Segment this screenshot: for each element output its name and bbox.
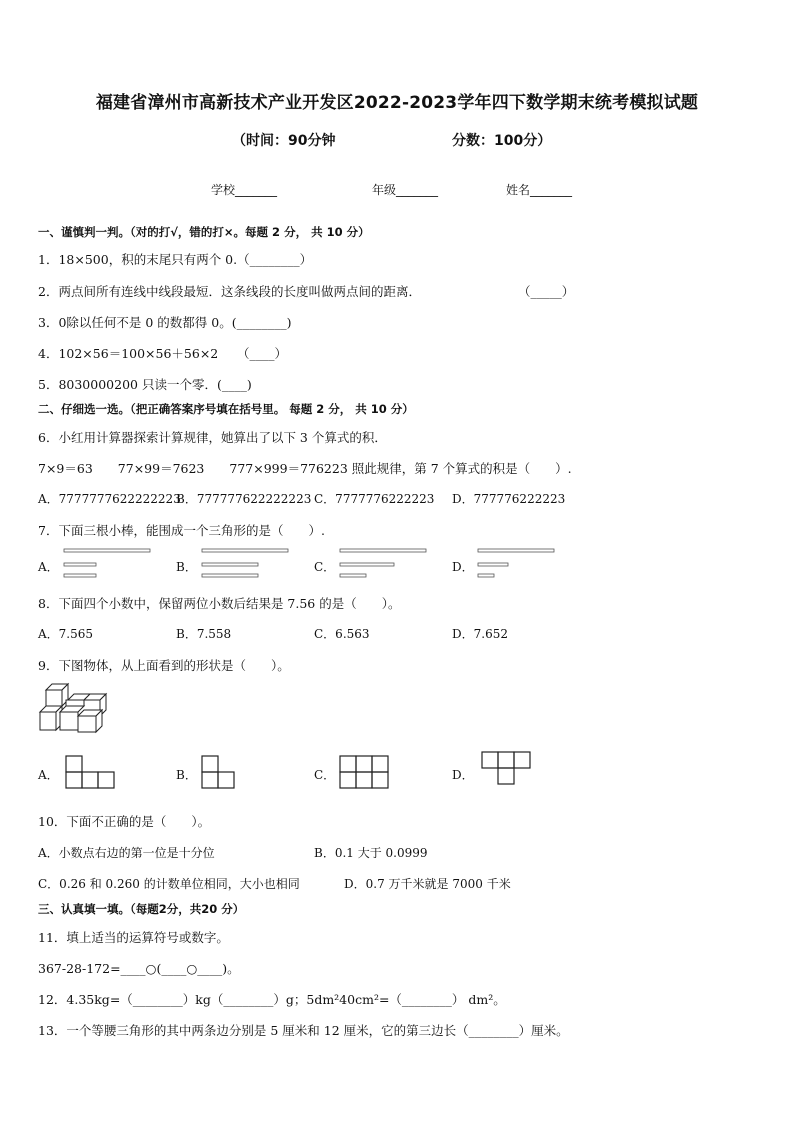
q6-option-c: C．7777776222223 — [314, 492, 435, 506]
exam-time: （时间：90分钟 — [232, 133, 336, 149]
q6-option-d: D．777776222223 — [452, 492, 566, 506]
q7-option-d: D． — [452, 560, 474, 574]
q10-option-c: C．0.26 和 0.260 的计数单位相同，大小也相同 — [38, 877, 300, 891]
section-2-heading: 二、仔细选一选。（把正确答案序号填在括号里。 每题 2 分， 共 10 分） — [38, 402, 414, 416]
question-11-expression: 367-28-172=____○(____○____)。 — [38, 961, 240, 976]
q8-option-c: C．6.563 — [314, 627, 370, 641]
question-6-pattern: 7×9＝63 77×99＝7623 777×999＝776223 照此规律，第 7 个算式的积是（ ）. — [38, 461, 572, 476]
question-2-blank: （_____） — [518, 284, 575, 299]
question-7: 7．下面三根小棒，能围成一个三角形的是（ ）. — [38, 523, 325, 538]
question-1: 1．18×500，积的末尾只有两个 0.（________） — [38, 252, 313, 267]
question-9: 9．下图物体，从上面看到的形状是（ ）。 — [38, 658, 290, 673]
q8-option-a: A．7.565 — [38, 627, 94, 641]
q10-option-d: D．0.7 万千米就是 7000 千米 — [344, 877, 511, 891]
q9-option-c: C． — [314, 768, 336, 782]
q6-option-a: A．7777777622222223 — [38, 492, 181, 506]
section-3-heading: 三、认真填一填。（每题2分，共20 分） — [38, 902, 245, 916]
question-3: 3．0除以任何不是 0 的数都得 0。(________) — [38, 315, 292, 330]
question-8: 8．下面四个小数中，保留两位小数后结果是 7.56 的是（ ）。 — [38, 596, 401, 611]
q9-option-a: A． — [38, 768, 59, 782]
q7-option-c: C． — [314, 560, 336, 574]
name-field: 姓名_______ — [506, 183, 573, 197]
q9-shape-b — [202, 756, 234, 788]
grade-field: 年级_______ — [372, 183, 439, 197]
q8-option-d: D．7.652 — [452, 627, 508, 641]
page-title: 福建省漳州市高新技术产业开发区2022-2023学年四下数学期末统考模拟试题 — [95, 93, 699, 113]
question-5: 5．8030000200 只读一个零．(____) — [38, 377, 252, 392]
question-10: 10．下面不正确的是（ ）。 — [38, 814, 211, 829]
q9-shape-a — [66, 756, 114, 788]
q9-option-d: D． — [452, 768, 474, 782]
q7-option-b: B． — [176, 560, 197, 574]
exam-score: 分数：100分） — [452, 133, 552, 149]
question-4: 4．102×56＝100×56＋56×2 （____） — [38, 346, 288, 361]
question-11: 11．填上适当的运算符号或数字。 — [38, 930, 229, 945]
school-field: 学校_______ — [211, 183, 278, 197]
q7-option-a: A． — [38, 560, 59, 574]
question-2: 2．两点间所有连线中线段最短．这条线段的长度叫做两点间的距离． — [38, 284, 421, 299]
q9-option-b: B． — [176, 768, 197, 782]
section-1-heading: 一、谨慎判一判。（对的打√，错的打×。每题 2 分， 共 10 分） — [38, 225, 370, 239]
q9-shape-d — [482, 752, 530, 784]
q10-option-b: B．0.1 大于 0.0999 — [314, 846, 428, 860]
question-13: 13．一个等腰三角形的其中两条边分别是 5 厘米和 12 厘米，它的第三边长（________）厘米。 — [38, 1023, 569, 1038]
q6-option-b: B．777777622222223 — [176, 492, 312, 506]
question-6: 6．小红用计算器探索计算规律，她算出了以下 3 个算式的积． — [38, 430, 387, 445]
q10-option-a: A．小数点右边的第一位是十分位 — [38, 846, 215, 860]
question-12: 12．4.35kg=（________）kg（________）g；5dm²40cm²=（________） dm²。 — [38, 992, 506, 1007]
q8-option-b: B．7.558 — [176, 627, 232, 641]
q9-shape-c — [340, 756, 388, 788]
